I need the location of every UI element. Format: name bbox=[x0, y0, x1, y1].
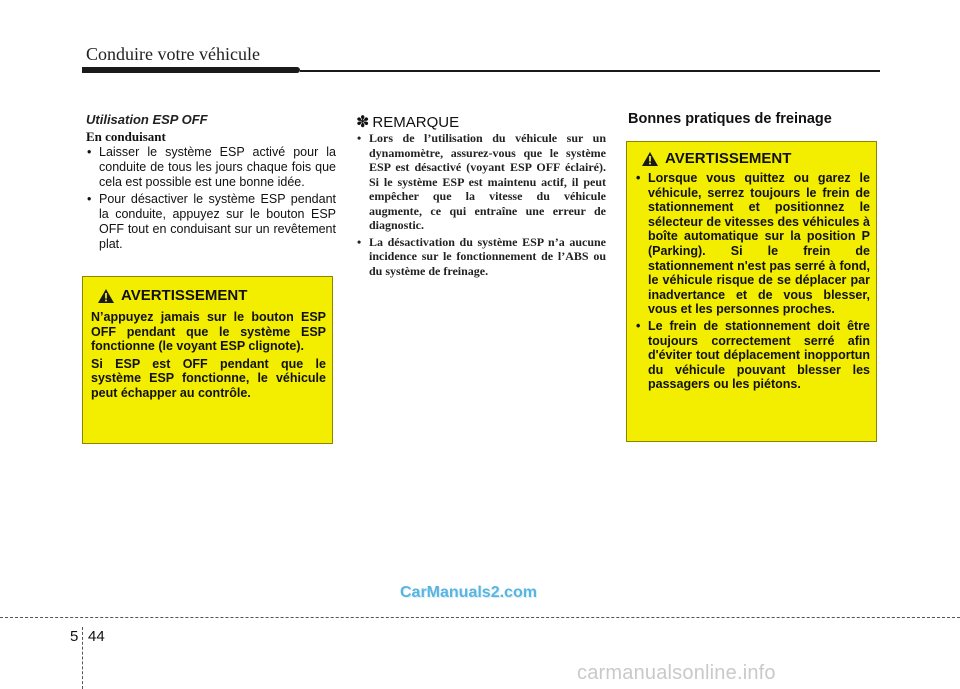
section-heading-braking: Bonnes pratiques de freinage bbox=[628, 111, 832, 127]
section-lead: En conduisant bbox=[86, 129, 166, 144]
warning-triangle-icon bbox=[641, 151, 659, 167]
warning-triangle-icon bbox=[97, 288, 115, 304]
list-item: • La désactivation du système ESP n’a aucune incidence sur le fonctionnement de l’ABS ou du système de freinage. bbox=[356, 235, 606, 279]
watermark-link[interactable]: CarManuals2.com bbox=[400, 584, 537, 601]
page-number: 44 bbox=[88, 628, 105, 645]
warning-heading bbox=[97, 287, 247, 304]
remarque-bullet-list bbox=[356, 131, 606, 280]
page-header-title: Conduire votre véhicule bbox=[86, 44, 260, 64]
warning-heading bbox=[641, 150, 791, 167]
remarque-heading bbox=[356, 112, 459, 132]
warning-box-braking bbox=[626, 141, 877, 442]
site-watermark: carmanualsonline.info bbox=[577, 662, 776, 684]
warning-box-esp bbox=[82, 276, 333, 444]
remarque-title: REMARQUE bbox=[372, 113, 460, 131]
list-item: • Pour désactiver le système ESP pendant la conduite, appuyez sur le bouton ESP OFF tout en conduisant sur un revêtement plat. bbox=[86, 192, 336, 252]
list-item: • Le frein de stationnement doit être toujours correctement serré afin d'éviter tout déplacement inopportun du véhicule pouvant blesser les passagers ou les piétons. bbox=[633, 319, 870, 392]
warning-bullet-list bbox=[633, 171, 870, 394]
warning-text bbox=[91, 310, 326, 404]
warning-title: AVERTISSEMENT bbox=[665, 150, 792, 167]
list-item: • Lorsque vous quittez ou garez le véhicule, serrez toujours le frein de stationnement et positionnez le sélecteur de vitesses des véhicules à boîte automatique sur la position P (Parking). Si le frein de stationnement n'est pas serré à fond, le véhicule risque de se déplacer par inadvertance et de vous blesser, vous et les personnes proches. bbox=[633, 171, 870, 317]
esp-bullet-list bbox=[86, 145, 336, 254]
list-item: • Laisser le système ESP activé pour la conduite de tous les jours chaque fois que cela est possible est une bonne idée. bbox=[86, 145, 336, 190]
footer-divider bbox=[82, 627, 83, 689]
warning-paragraph: Si ESP est OFF pendant que le système ESP fonctionne, le véhicule peut échapper au contrôle. bbox=[91, 356, 326, 400]
header-bar-thick bbox=[82, 67, 300, 73]
footer-rule bbox=[0, 617, 960, 618]
list-item: • Lors de l’utilisation du véhicule sur un dynamomètre, assurez-vous que le système ESP est désactivé (voyant ESP OFF éclairé). Si le système ESP est maintenu actif, il peut empêcher que la vitesse du véhicule augmente, ce qui entraîne une erreur de diagnostic. bbox=[356, 131, 606, 233]
warning-paragraph: N’appuyez jamais sur le bouton ESP OFF pendant que le système ESP fonctionne (le voyant ESP clignote). bbox=[91, 310, 326, 354]
remarque-star-icon: ✽ bbox=[356, 114, 370, 131]
warning-title: AVERTISSEMENT bbox=[121, 287, 248, 304]
chapter-number: 5 bbox=[70, 628, 79, 645]
header-bar-thin bbox=[300, 70, 880, 72]
section-subtitle-esp-off: Utilisation ESP OFF bbox=[86, 112, 208, 127]
